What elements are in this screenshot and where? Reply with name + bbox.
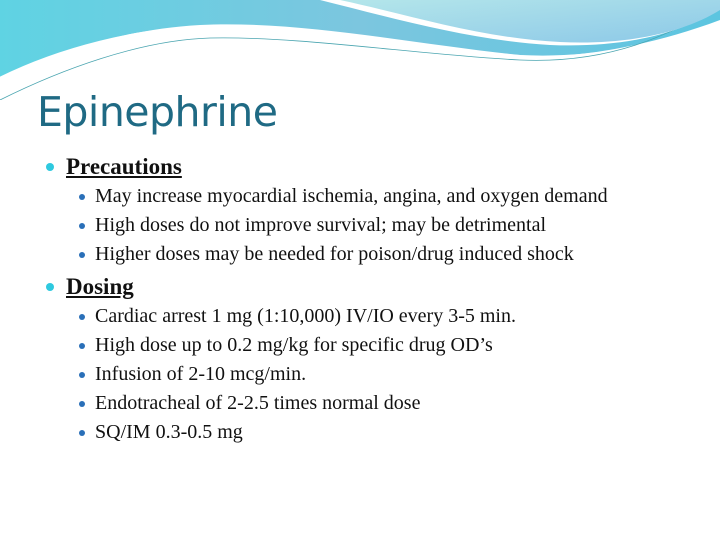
bullet-icon <box>79 343 85 349</box>
list-item <box>0 185 720 208</box>
list-item <box>0 243 720 266</box>
bullet-icon <box>79 194 85 200</box>
bullet-icon <box>46 283 54 291</box>
bullet-icon <box>79 430 85 436</box>
heading-text: Dosing <box>66 274 134 299</box>
list-item <box>0 392 720 415</box>
bullet-icon <box>79 401 85 407</box>
slide-title: Epinephrine <box>37 88 278 136</box>
list-item <box>0 214 720 237</box>
heading-text: Precautions <box>66 154 182 179</box>
bullet-icon <box>79 223 85 229</box>
item-text: Higher doses may be needed for poison/drug induced shock <box>95 243 574 265</box>
item-text: High doses do not improve survival; may be detrimental <box>95 214 547 236</box>
bullet-icon <box>79 252 85 258</box>
bullet-icon <box>79 372 85 378</box>
item-text: Cardiac arrest 1 mg (1:10,000) IV/IO every 3-5 min. <box>95 305 516 327</box>
list-item <box>0 334 720 357</box>
bullet-icon <box>79 314 85 320</box>
wave-header-decoration <box>0 0 720 100</box>
list-item <box>0 305 720 328</box>
list-item <box>0 421 720 444</box>
section-heading-precautions <box>0 152 720 182</box>
section-heading-dosing <box>0 272 720 302</box>
item-text: SQ/IM 0.3-0.5 mg <box>95 421 243 443</box>
item-text: Endotracheal of 2-2.5 times normal dose <box>95 392 421 414</box>
list-item <box>0 363 720 386</box>
bullet-icon <box>46 163 54 171</box>
item-text: May increase myocardial ischemia, angina, and oxygen demand <box>95 185 608 207</box>
item-text: High dose up to 0.2 mg/kg for specific drug OD’s <box>95 334 493 356</box>
item-text: Infusion of 2-10 mcg/min. <box>95 363 307 385</box>
slide-body <box>0 152 720 450</box>
